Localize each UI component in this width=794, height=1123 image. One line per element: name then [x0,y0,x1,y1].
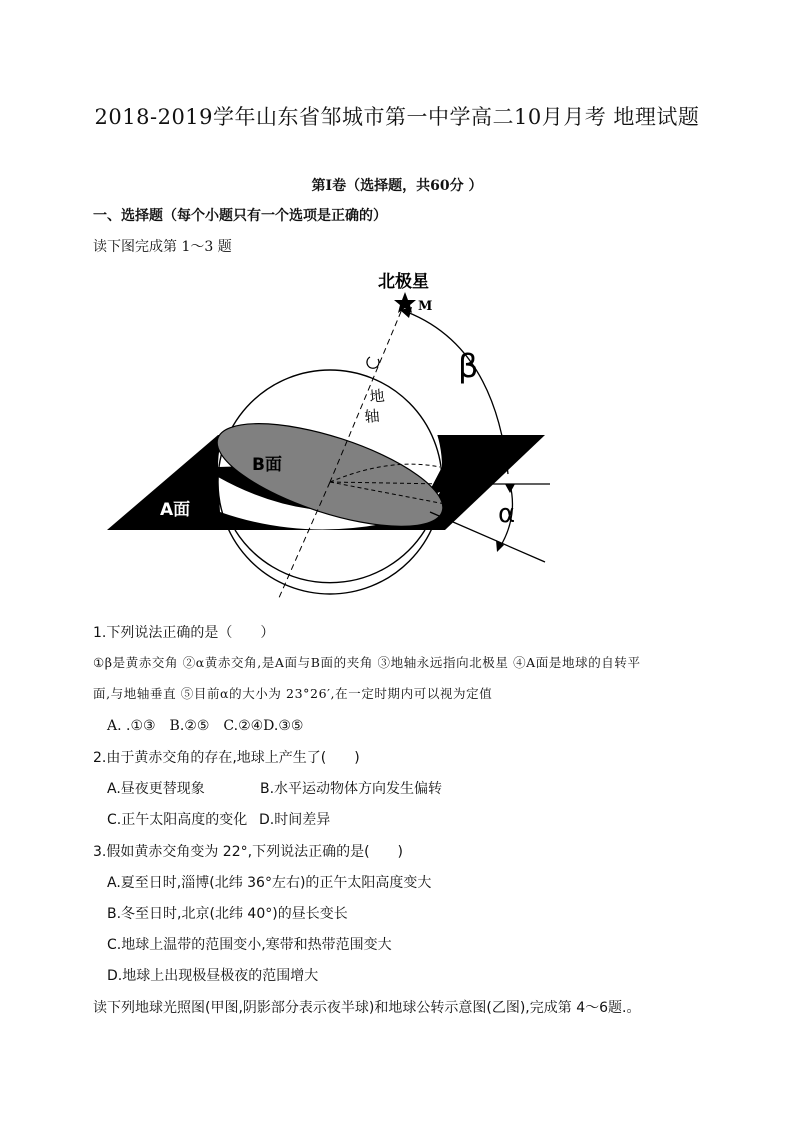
q3-option-a: A.夏至日时,淄博(北纬 36°左右)的正午太阳高度变大 [107,875,432,891]
alpha-label: α [498,499,516,529]
polaris-label: 北极星 [378,272,429,292]
figure-intro-2: 读下列地球光照图(甲图,阴影部分表示夜半球)和地球公转示意图(乙图),完成第 4～6题.。 [93,1000,641,1016]
ecliptic-diagram [100,262,560,612]
axis-label-di: 地 [368,386,386,406]
q3-option-b: B.冬至日时,北京(北纬 40°)的昼长变长 [107,906,348,922]
section-heading: 第Ⅰ卷（选择题，共60分 ） [311,178,483,194]
sphere-lower [235,530,425,583]
m-label: M [418,299,433,314]
q1-options: A. .①③ B.②⑤ C.②④D.③⑤ [107,718,304,734]
a-plane-label: A面 [160,500,191,520]
b-plane-label: B面 [252,455,282,475]
q2-option-d: D.时间差异 [259,812,331,828]
q2-option-b: B.水平运动物体方向发生偏转 [260,781,443,797]
q2-option-c: C.正午太阳高度的变化 [107,812,248,828]
q3-option-d: D.地球上出现极昼极夜的范围增大 [107,968,319,984]
q1-statements-line2: 面,与地轴垂直 ⑤目前α的大小为 23°26′,在一定时期内可以视为定值 [93,686,493,701]
exam-title: 2018-2019学年山东省邹城市第一中学高二10月月考 地理试题 [94,105,700,129]
ecliptic-diagram-svg [100,262,560,612]
q3-option-c: C.地球上温带的范围变小,寒带和热带范围变大 [107,937,392,953]
beta-label: β [458,347,479,385]
q1-statements-line1: ①β是黄赤交角 ②α黄赤交角,是A面与B面的夹角 ③地轴永远指向北极星 ④A面是地球的自转平 [93,655,641,670]
q3-stem: 3.假如黄赤交角变为 22°,下列说法正确的是( ) [93,844,403,860]
alpha-arrow-top [505,484,515,493]
q2-option-a: A.昼夜更替现象 [107,781,205,797]
alpha-tilted-line [430,512,545,562]
q2-stem: 2.由于黄赤交角的存在,地球上产生了( ) [93,750,360,766]
figure-intro: 读下图完成第 1～3 题 [93,239,232,255]
q1-stem: 1.下列说法正确的是（ ） [93,625,275,641]
part-heading: 一、选择题（每个小题只有一个选项是正确的） [93,208,387,224]
axis-label-zhou: 轴 [363,406,381,426]
